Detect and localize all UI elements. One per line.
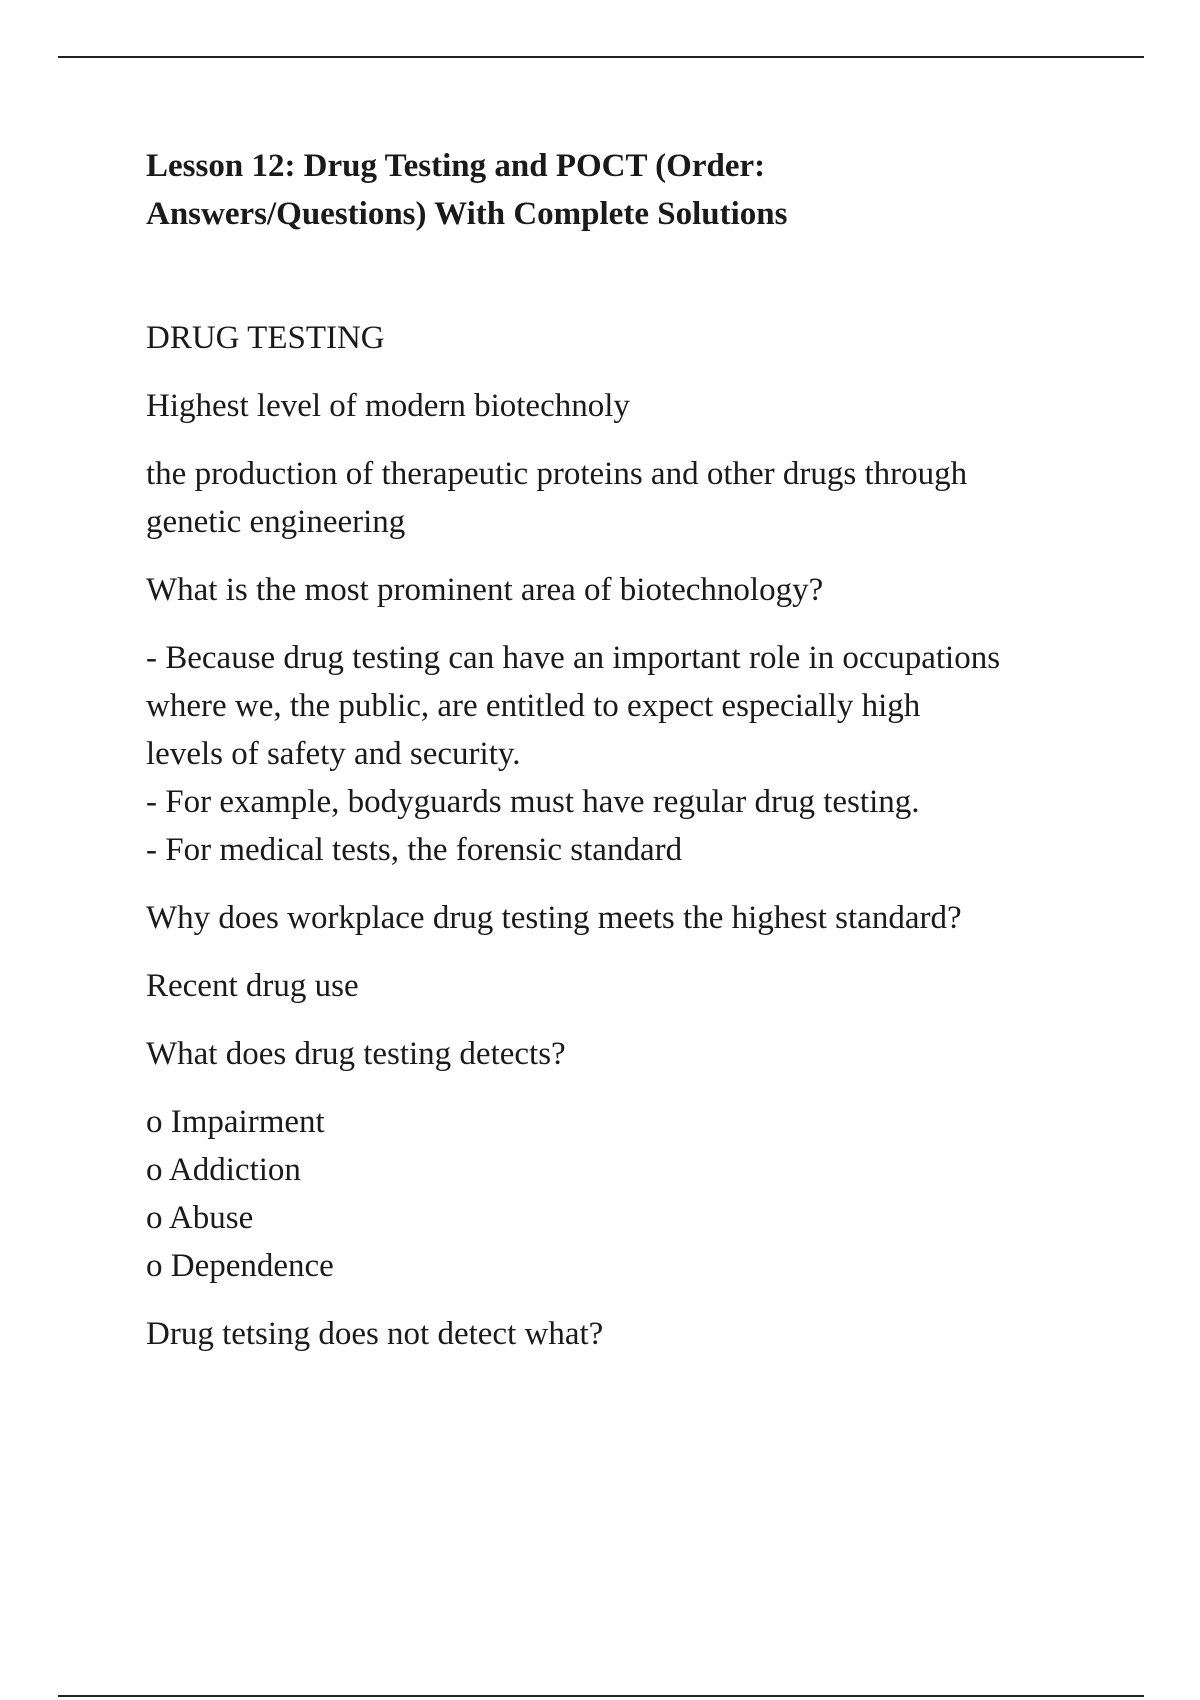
text-line: - For example, bodyguards must have regular drug testing. — [146, 784, 920, 820]
document-body — [146, 314, 1106, 1358]
text-line: levels of safety and security. — [146, 736, 521, 772]
text-line: the production of therapeutic proteins and other drugs through — [146, 456, 968, 492]
text-line: Why does workplace drug testing meets the highest standard? — [146, 900, 962, 936]
text-line: - Because drug testing can have an important role in occupations — [146, 640, 1001, 676]
title-line: Lesson 12: Drug Testing and POCT (Order: — [146, 148, 766, 184]
text-line: What does drug testing detects? — [146, 1036, 566, 1072]
document-title — [146, 142, 1106, 238]
answer-paragraph — [146, 634, 1106, 874]
question-paragraph — [146, 894, 1106, 942]
question-paragraph — [146, 566, 1106, 614]
text-line: where we, the public, are entitled to expect especially high — [146, 688, 921, 724]
text-line: What is the most prominent area of biotechnology? — [146, 572, 824, 608]
text-line: Recent drug use — [146, 968, 359, 1004]
answer-paragraph — [146, 962, 1106, 1010]
title-line: Answers/Questions) With Complete Solutions — [146, 196, 788, 232]
document-page — [146, 142, 1106, 1378]
answer-paragraph — [146, 382, 1106, 430]
text-line: DRUG TESTING — [146, 320, 385, 356]
text-line: genetic engineering — [146, 504, 406, 540]
text-line: Highest level of modern biotechnoly — [146, 388, 630, 424]
question-paragraph — [146, 1310, 1106, 1358]
answer-list — [146, 1098, 1106, 1290]
section-heading-drug-testing — [146, 314, 1106, 362]
text-line: Drug tetsing does not detect what? — [146, 1316, 604, 1352]
answer-paragraph — [146, 450, 1106, 546]
question-paragraph — [146, 1030, 1106, 1078]
list-item: o Dependence — [146, 1248, 334, 1284]
text-line: - For medical tests, the forensic standard — [146, 832, 683, 868]
header-rule — [58, 56, 1144, 58]
list-item: o Addiction — [146, 1152, 301, 1188]
list-item: o Impairment — [146, 1104, 325, 1140]
footer-rule — [58, 1695, 1144, 1697]
list-item: o Abuse — [146, 1200, 254, 1236]
